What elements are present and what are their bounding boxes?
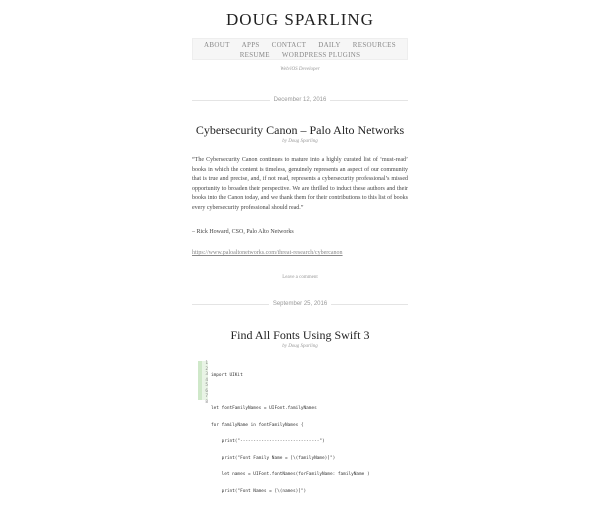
quote-attribution: – Rick Howard, CSO, Palo Alto Networks (192, 229, 294, 235)
divider (192, 100, 272, 101)
post-date-separator (192, 96, 408, 104)
line-number: 4 (205, 377, 208, 383)
divider (328, 100, 408, 101)
nav-item-apps[interactable]: APPS (241, 41, 260, 49)
code-line: let names = UIFont.fontNames(forFamilyName: familyName ) (211, 472, 370, 477)
nav-item-wordpress-plugins[interactable]: WORDPRESS PLUGINS (281, 51, 361, 59)
divider (328, 304, 408, 305)
main-navigation (192, 38, 408, 60)
line-number: 6 (205, 388, 208, 394)
divider (192, 304, 272, 305)
code-line: print("Font Names = [\(names)]") (211, 488, 307, 494)
line-number: 3 (205, 372, 208, 377)
code-line: let fontFamilyNames = UIFont.familyNames (211, 406, 317, 411)
leave-comment-link[interactable]: Leave a comment (282, 275, 318, 280)
line-number: 7 (205, 394, 208, 399)
nav-row-2 (193, 50, 407, 60)
code-line (211, 390, 370, 396)
nav-row-1 (193, 40, 407, 50)
line-number-gutter (202, 361, 208, 405)
post-date[interactable]: September 25, 2016 (269, 301, 331, 307)
nav-item-about[interactable]: ABOUT (204, 41, 230, 49)
site-title[interactable]: DOUG SPARLING (226, 10, 374, 29)
nav-item-daily[interactable]: DAILY (318, 41, 341, 49)
post-date-separator (192, 300, 408, 308)
post-title[interactable]: Cybersecurity Canon – Palo Alto Networks (195, 123, 405, 137)
line-number: 2 (205, 366, 208, 372)
post-byline[interactable]: by Doug Sparling (282, 344, 318, 349)
post-byline[interactable]: by Doug Sparling (282, 139, 318, 144)
line-number: 5 (205, 383, 208, 388)
code-line: for familyName in fontFamilyNames { (211, 422, 304, 428)
post-date[interactable]: December 12, 2016 (270, 97, 331, 103)
code-lines (211, 362, 370, 505)
post-title[interactable]: Find All Fonts Using Swift 3 (230, 328, 370, 342)
site-tagline: Web/iOS Developer (280, 67, 320, 72)
nav-item-resources[interactable]: RESOURCES (352, 41, 396, 49)
code-line: print("Font Family Name = [\(familyName)]") (211, 455, 336, 461)
line-number: 8 (205, 399, 208, 405)
post-link[interactable]: https://www.paloaltonetworks.com/threat-research/cybercanon (192, 250, 343, 256)
code-line: print("------------------------------") (211, 439, 325, 444)
nav-item-resume[interactable]: RESUME (239, 51, 270, 59)
code-block (198, 361, 412, 494)
line-number: 1 (205, 361, 208, 366)
post-quote: “The Cybersecurity Canon continues to mature into a highly curated list of ‘must-read’ books in which the content is timeless, genuinely represents an aspect of our community that is true and precise, and, if not read, represents a cybersecurity professional’s missed opportunity to broaden their perspective. We are thrilled to induct these authors and their books into the Canon today, and we thank them for their contributions to this list of books every cybersecurity professional should read.” (192, 157, 408, 211)
code-line: import UIKit (211, 373, 243, 378)
nav-item-contact[interactable]: CONTACT (271, 41, 307, 49)
